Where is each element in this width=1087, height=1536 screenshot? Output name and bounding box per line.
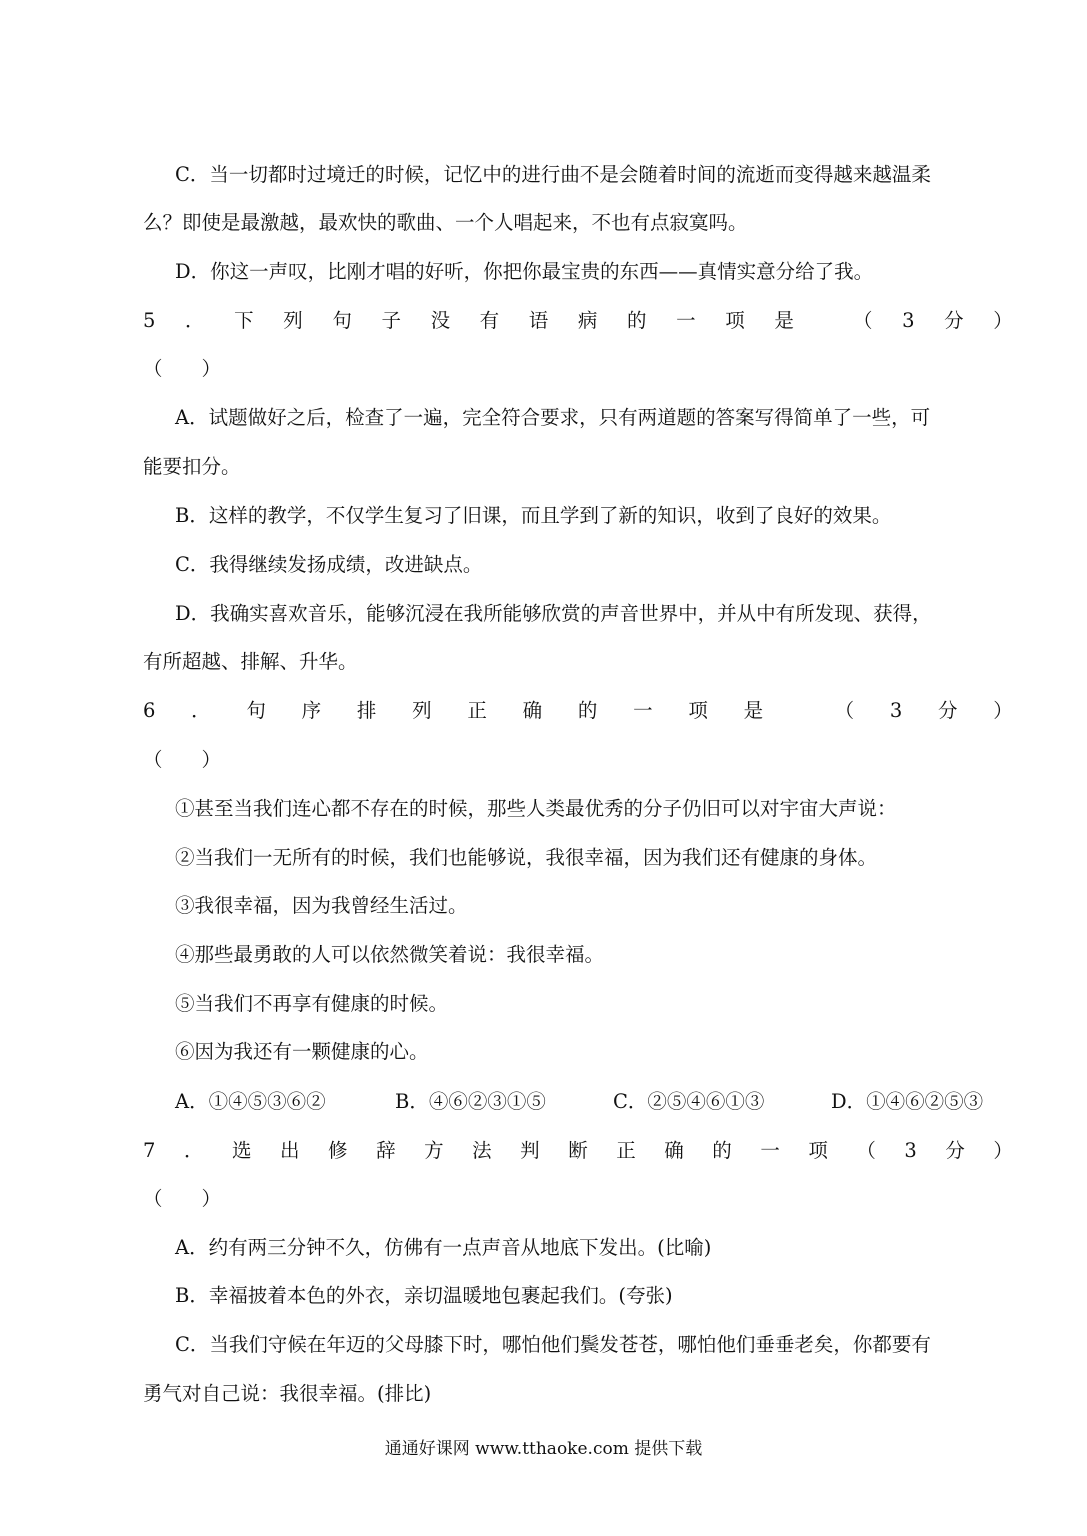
q4-option-c-line2: 么？即使是最激越，最欢快的歌曲、一个人唱起来，不也有点寂寞吗。 — [143, 211, 748, 234]
q7-char: 3 — [904, 1139, 917, 1162]
page-footer: 通通好课网 www.tthaoke.com 提供下载 — [384, 1439, 703, 1459]
q7-option-a: A．约有两三分钟不久，仿佛有一点声音从地底下发出。(比喻) — [175, 1236, 712, 1259]
q6-char: 序 — [301, 699, 322, 722]
q6-sentence-4: ④那些最勇敢的人可以依然微笑着说：我很幸福。 — [175, 943, 605, 966]
q6-char: ） — [993, 699, 1013, 722]
q5-char: 没 — [430, 309, 451, 332]
q6-option-a: A．①④⑤③⑥② — [175, 1090, 326, 1113]
q7-char: 正 — [616, 1139, 636, 1162]
q7-char: 出 — [280, 1139, 300, 1162]
q6-char: ． — [191, 699, 211, 722]
question-5-stem — [143, 307, 1013, 335]
q5-option-d-line1: D．我确实喜欢音乐，能够沉浸在我所能够欣赏的声音世界中，并从中有所发现、获得， — [175, 602, 932, 625]
q7-char: 辞 — [376, 1139, 396, 1162]
q6-option-d: D．①④⑥②⑤③ — [831, 1090, 984, 1113]
q5-char: （ — [853, 309, 873, 332]
q6-sentence-6: ⑥因为我还有一颗健康的心。 — [175, 1040, 429, 1063]
q6-char: 的 — [577, 699, 598, 722]
q5-char: 是 — [774, 309, 794, 332]
q7-char: ． — [183, 1139, 204, 1162]
q4-option-c-line1: C．当一切都时过境迁的时候，记忆中的进行曲不是会随着时间的流逝而变得越来越温柔 — [175, 163, 931, 186]
q5-char: 5 — [143, 309, 156, 332]
q5-char: 子 — [381, 309, 401, 332]
q6-char: （ — [834, 699, 855, 722]
q7-char: 断 — [568, 1139, 588, 1162]
q7-option-c-line1: C．当我们守候在年迈的父母膝下时，哪怕他们鬓发苍苍，哪怕他们垂垂老矣，你都要有 — [175, 1333, 931, 1356]
q5-char: 病 — [577, 309, 598, 332]
q5-answer-blank: （ ） — [143, 357, 222, 380]
q7-char: 方 — [424, 1139, 444, 1162]
question-7-stem — [143, 1137, 1013, 1165]
q6-char: 3 — [889, 699, 903, 722]
q5-option-c: C．我得继续发扬成绩，改进缺点。 — [175, 553, 483, 576]
q6-option-c: C．②⑤④⑥①③ — [613, 1090, 765, 1113]
q7-char: 判 — [520, 1139, 540, 1162]
q6-options — [175, 1088, 1013, 1116]
q7-char: 项 — [808, 1139, 828, 1162]
q5-char: 的 — [627, 309, 647, 332]
q7-option-b: B．幸福披着本色的外衣，亲切温暖地包裹起我们。(夸张) — [175, 1284, 673, 1307]
q5-option-b: B．这样的教学，不仅学生复习了旧课，而且学到了新的知识，收到了良好的效果。 — [175, 504, 892, 527]
q6-char: 6 — [143, 699, 156, 722]
q7-char: 法 — [472, 1139, 492, 1162]
q5-char: 句 — [332, 309, 352, 332]
q5-char: 分 — [944, 309, 964, 332]
q6-sentence-3: ③我很幸福，因为我曾经生活过。 — [175, 894, 468, 917]
q7-char: 一 — [760, 1139, 780, 1162]
q7-char: 修 — [328, 1139, 348, 1162]
q6-char: 列 — [412, 699, 432, 722]
q7-char: 分 — [945, 1139, 965, 1162]
q7-char: （ — [856, 1139, 876, 1162]
q7-answer-blank: （ ） — [143, 1187, 222, 1210]
q5-char: 列 — [283, 309, 303, 332]
q5-char: ． — [185, 309, 205, 332]
q6-char: 句 — [246, 699, 266, 722]
q5-char: 语 — [528, 309, 549, 332]
q6-sentence-2: ②当我们一无所有的时候，我们也能够说，我很幸福，因为我们还有健康的身体。 — [175, 846, 878, 869]
q5-char: ） — [993, 309, 1013, 332]
q6-sentence-5: ⑤当我们不再享有健康的时候。 — [175, 992, 449, 1015]
q7-char: ） — [993, 1139, 1013, 1162]
q7-char: 确 — [664, 1139, 684, 1162]
q6-char: 确 — [522, 699, 543, 722]
q5-option-a-line2: 能要扣分。 — [143, 455, 241, 478]
q6-option-b: B．④⑥②③①⑤ — [395, 1090, 546, 1113]
q5-char: 项 — [725, 309, 745, 332]
q5-option-a-line1: A．试题做好之后，检查了一遍，完全符合要求，只有两道题的答案写得简单了一些，可 — [175, 406, 931, 429]
q6-sentence-1: ①甚至当我们连心都不存在的时候，那些人类最优秀的分子仍旧可以对宇宙大声说： — [175, 797, 897, 820]
q4-option-d: D．你这一声叹，比刚才唱的好听，你把你最宝贵的东西——真情实意分给了我。 — [175, 260, 874, 283]
q5-char: 下 — [234, 309, 254, 332]
q6-char: 正 — [467, 699, 487, 722]
q7-char: 的 — [712, 1139, 732, 1162]
q6-answer-blank: （ ） — [143, 748, 222, 771]
q5-char: 有 — [479, 309, 500, 332]
q7-char: 7 — [143, 1139, 156, 1162]
q5-char: 3 — [902, 309, 915, 332]
q6-char: 排 — [356, 699, 377, 722]
q6-char: 分 — [938, 699, 958, 722]
q6-char: 项 — [688, 699, 708, 722]
q6-char: 是 — [743, 699, 764, 722]
q5-option-d-line2: 有所超越、排解、升华。 — [143, 650, 358, 673]
q6-char: 一 — [633, 699, 653, 722]
q7-char: 选 — [231, 1139, 252, 1162]
question-6-stem — [143, 697, 1013, 725]
q7-option-c-line2: 勇气对自己说：我很幸福。(排比) — [143, 1382, 432, 1405]
q5-char: 一 — [676, 309, 696, 332]
